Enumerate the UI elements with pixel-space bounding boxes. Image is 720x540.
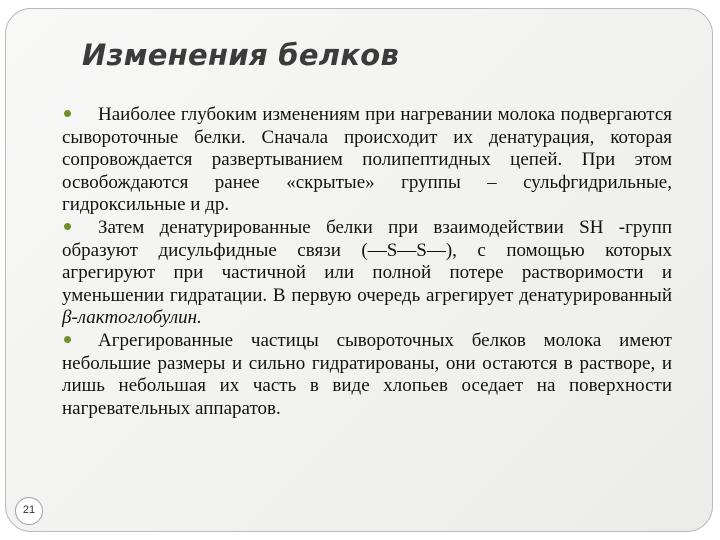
bullet-text: Наиболее глубоким изменениям при нагревании молока подвергаются сывороточные белки. Сначала происходит их денатурация, которая сопровождается развертыванием полипептидных цепей. При этом освобождаются ранее «скрытые» группы – сульфгидрильные, гидроксильные и др.: [62, 104, 672, 216]
bullet-italic-term: β-лактоглобулин.: [62, 307, 202, 329]
bullet-text: Агрегированные частицы сывороточных белков молока имеют небольшие размеры и сильно гидратированы, они остаются в растворе, и лишь небольшая их часть в виде хлопьев оседает на поверхности нагревательных аппаратов.: [62, 329, 672, 419]
bullet-dot-icon: [64, 336, 71, 343]
bullet-paragraph: [62, 217, 672, 330]
slide-number-badge: 21: [15, 497, 43, 525]
bullet-paragraph: [62, 330, 672, 420]
slide-title: Изменения белков: [82, 38, 400, 72]
bullet-dot-icon: [64, 110, 71, 117]
bullet-text: Затем денатурированные белки при взаимодействии SH -групп образуют дисульфидные связи (—S—S—), с помощью которых агрегируют при частичной или полной потере растворимости и уменьшении гидратации. В первую очередь агрегирует денатурированный: [62, 216, 672, 306]
slide-content: [62, 104, 672, 420]
bullet-dot-icon: [64, 223, 71, 230]
bullet-paragraph: [62, 104, 672, 217]
